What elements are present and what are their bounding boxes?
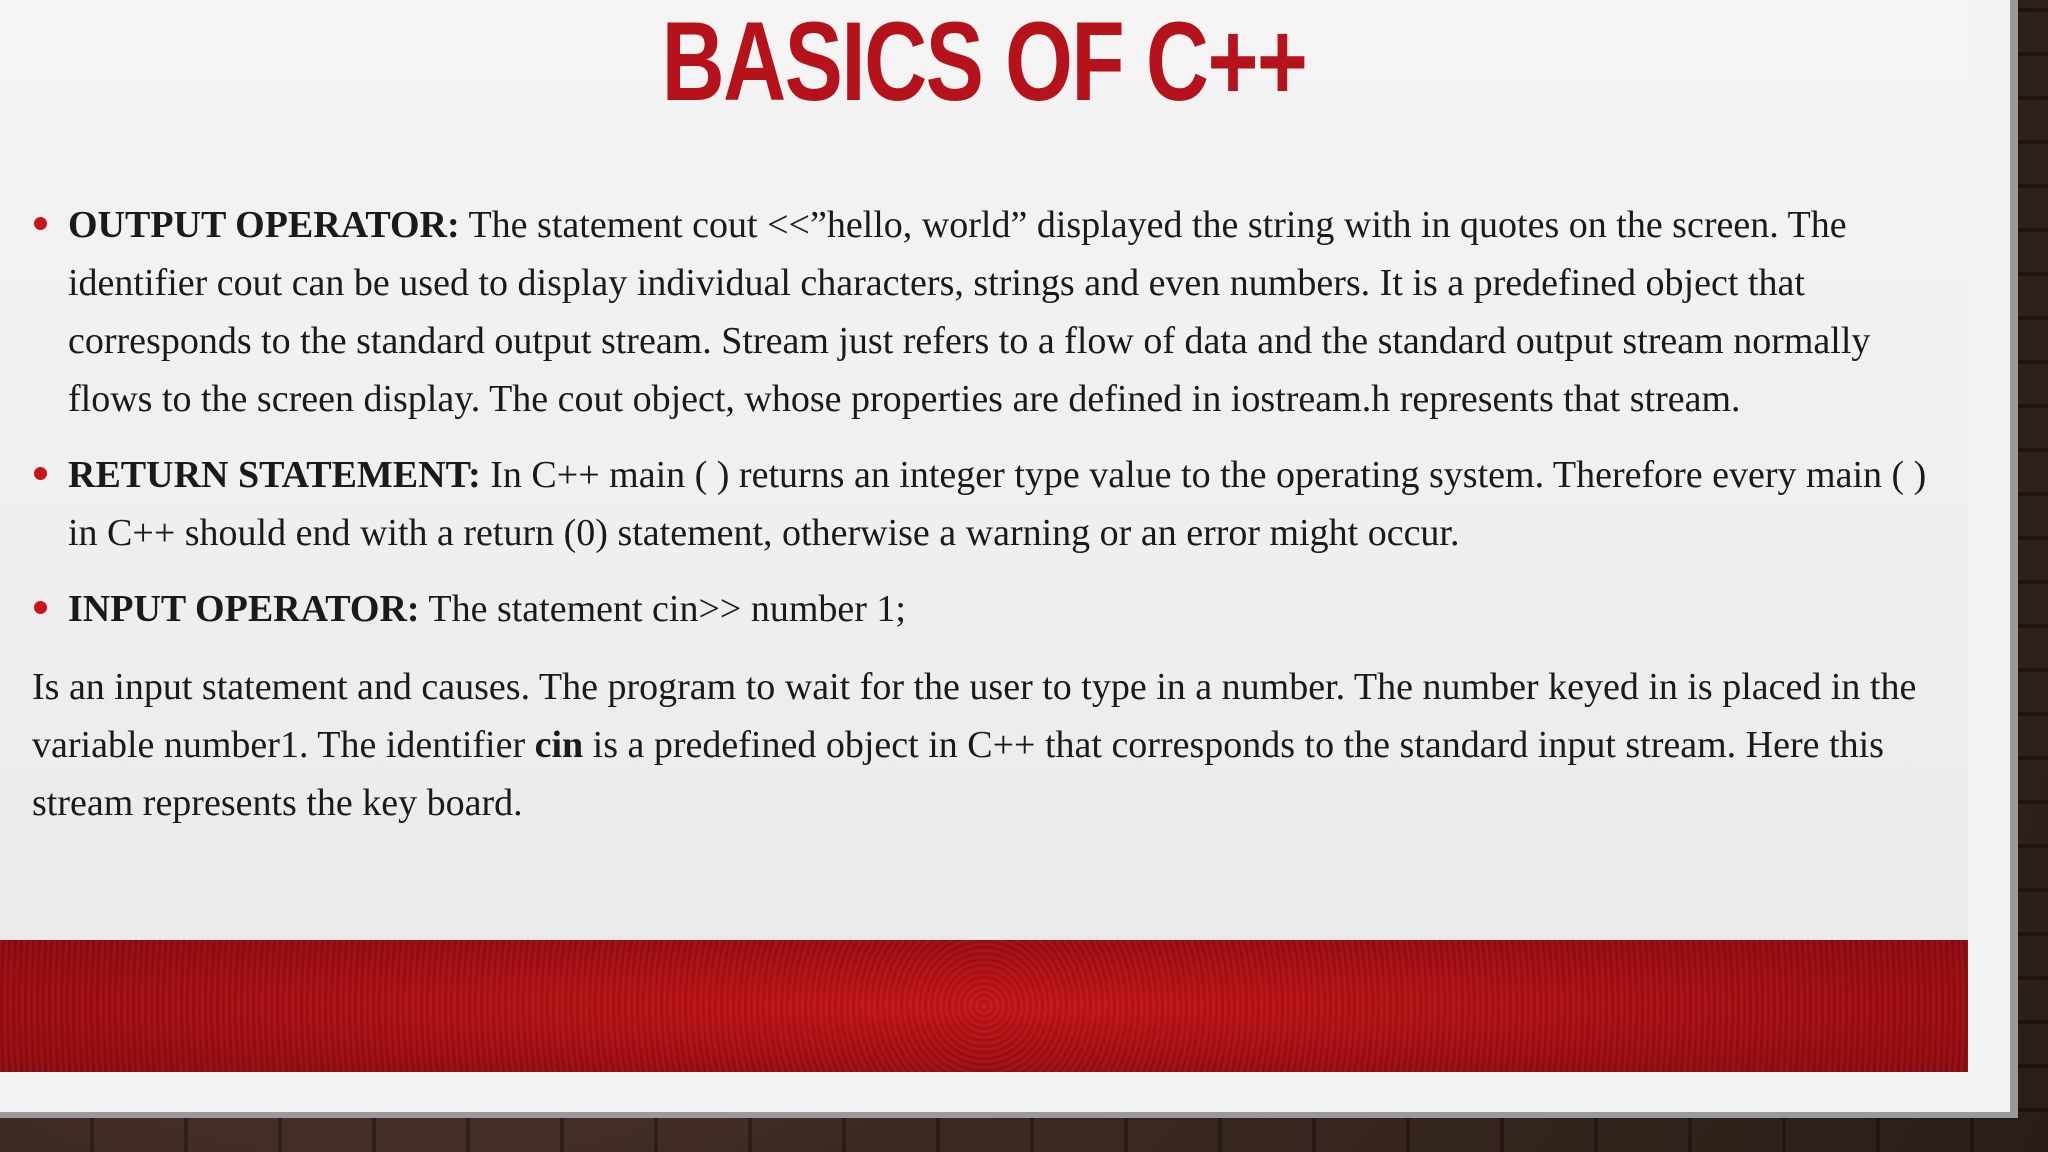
bullet-text: The statement cout <<”hello, world” displayed the string with in quotes on the screen. The identifier cout can be used to display individual characters, strings and even numbers. It is a predefined object that corresponds to the standard output stream. Stream just refers to a flow of data and the standard output stream normally flows to the screen display. The cout object, whose properties are defined in iostream.h represents that stream. [68,204,1871,420]
bullet-input-operator [32,580,1952,638]
paragraph-text-before: Is an input statement and causes. The program to wait for the user to type in a number. The number keyed in is placed in the variable number1. The identifier [32,666,1917,766]
paragraph-text-after: is a predefined object in C++ that corresponds to the standard input stream. Here this stream represents the key board. [32,724,1884,824]
bullet-text: The statement cin>> number 1; [419,588,906,630]
bullet-dot-icon [34,217,47,230]
slide-title: BASICS OF C++ [661,0,1307,124]
paragraph-bold-term: cin [534,724,584,766]
bullet-term: OUTPUT OPERATOR: [68,204,460,246]
bullet-term: RETURN STATEMENT: [68,454,481,496]
footer-band [0,940,1968,1072]
bullet-text: In C++ main ( ) returns an integer type value to the operating system. Therefore every main ( ) in C++ should end with a return (0) statement, otherwise a warning or an error might occur. [68,454,1927,554]
input-explanation-paragraph [32,658,1952,832]
bullet-return-statement [32,446,1952,562]
bullet-term: INPUT OPERATOR: [68,588,420,630]
bullet-dot-icon [34,601,47,614]
bullet-dot-icon [34,467,47,480]
bullet-output-operator [32,196,1952,428]
slide-content [32,196,1952,832]
